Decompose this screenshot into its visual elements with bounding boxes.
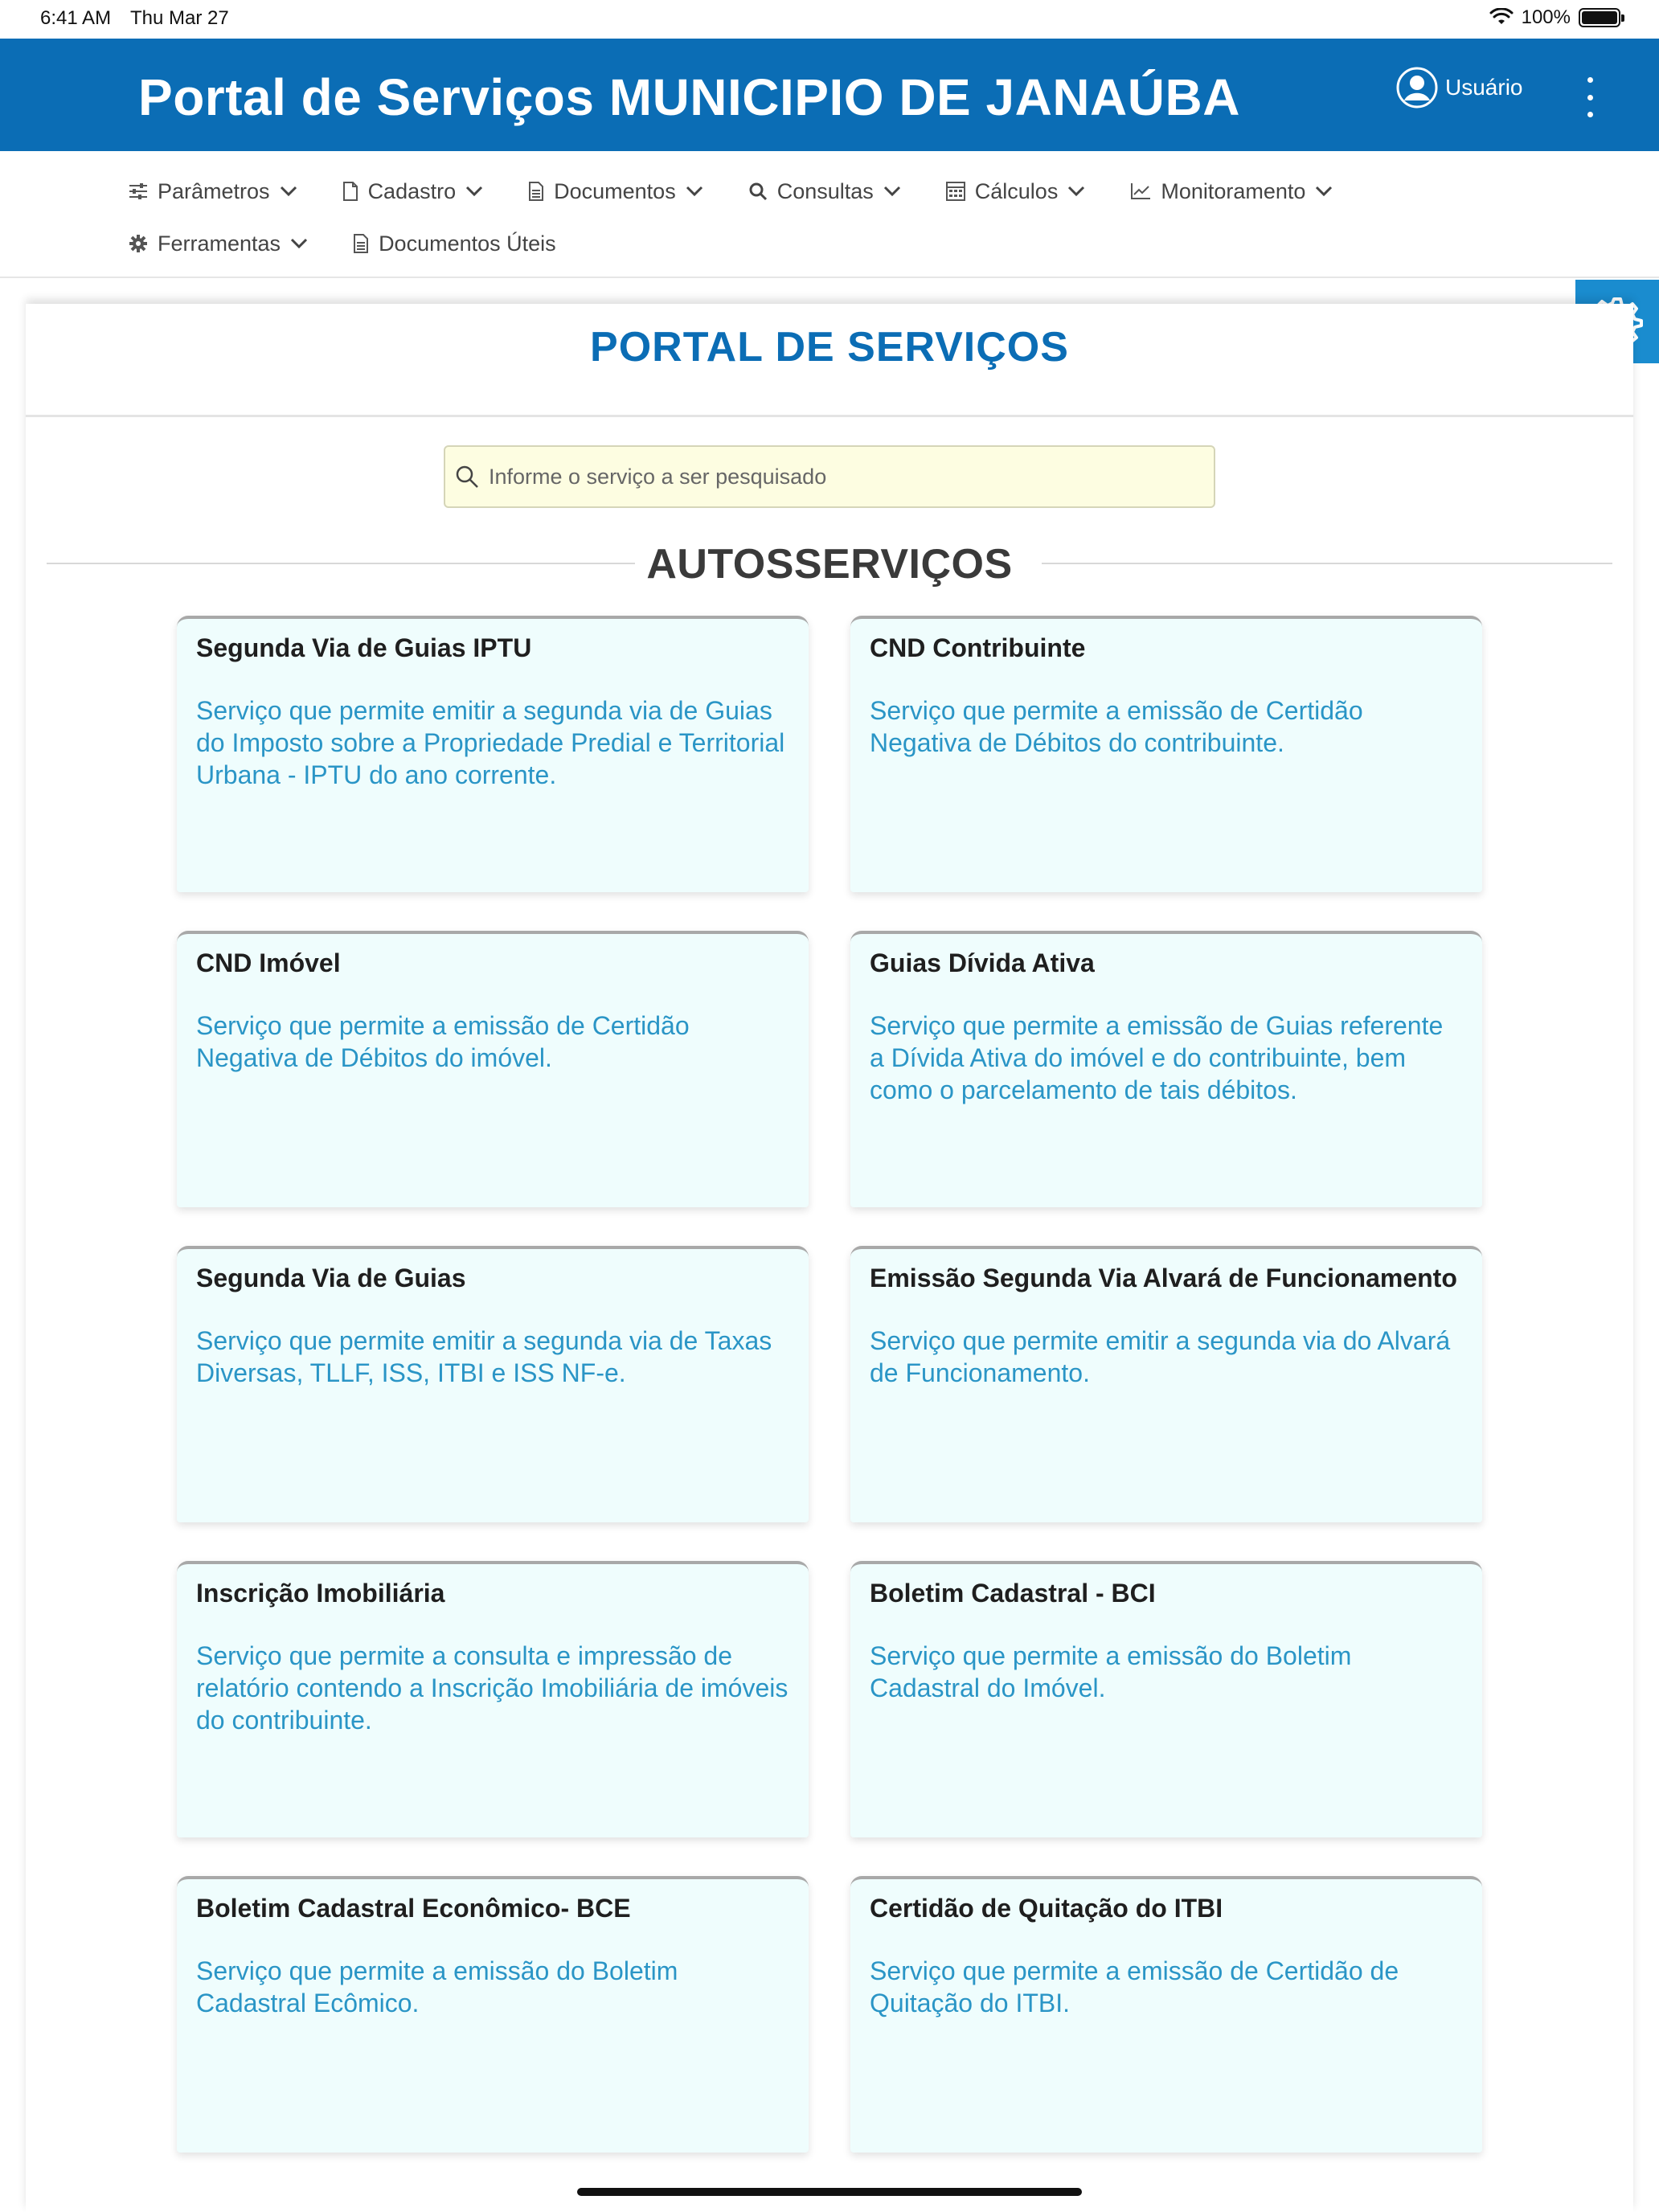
user-label: Usuário — [1445, 75, 1523, 100]
nav-item-documentos[interactable] — [528, 175, 703, 207]
user-menu-button[interactable] — [1395, 66, 1522, 109]
status-time: 6:41 AM — [40, 7, 112, 29]
service-card[interactable] — [850, 616, 1482, 892]
sliders-icon — [129, 182, 148, 200]
user-avatar-icon — [1395, 66, 1439, 109]
chevron-down-icon — [686, 186, 703, 197]
nav-label: Ferramentas — [158, 231, 281, 256]
nav-row-secondary — [129, 227, 601, 260]
status-bar — [0, 0, 1659, 39]
card-title: Boletim Cadastral - BCI — [870, 1579, 1156, 1608]
chevron-down-icon — [1315, 186, 1333, 197]
cog-icon — [129, 234, 148, 253]
card-description: Serviço que permite a emissão do Boletim Cadastral do Imóvel. — [870, 1641, 1352, 1702]
nav-item-ferramentas[interactable] — [129, 227, 308, 260]
service-card[interactable] — [850, 931, 1482, 1207]
chevron-down-icon — [290, 238, 308, 249]
service-card[interactable] — [177, 1876, 809, 2153]
main-nav — [0, 151, 1659, 278]
nav-label: Parâmetros — [158, 178, 270, 203]
card-title: CND Contribuinte — [870, 633, 1086, 662]
chevron-down-icon — [883, 186, 901, 197]
line-chart-icon — [1130, 182, 1151, 200]
status-indicators — [1489, 6, 1620, 29]
more-options-icon[interactable] — [1575, 77, 1604, 117]
nav-item-monitoramento[interactable] — [1130, 175, 1333, 207]
card-description: Serviço que permite a emissão do Boletim Cadastral Ecômico. — [196, 1956, 678, 2017]
nav-label: Cálculos — [974, 178, 1059, 203]
service-card[interactable] — [177, 1561, 809, 1837]
wifi-icon — [1489, 8, 1514, 27]
card-description: Serviço que permite a emissão de Certidão Negativa de Débitos do contribuinte. — [870, 696, 1363, 757]
card-description: Serviço que permite emitir a segunda via do Alvará de Funcionamento. — [870, 1326, 1451, 1387]
card-description: Serviço que permite a emissão de Certidão Negativa de Débitos do imóvel. — [196, 1011, 690, 1072]
file-icon — [342, 182, 358, 201]
service-card[interactable] — [850, 1246, 1482, 1522]
search-icon — [748, 182, 768, 201]
nav-label: Cadastro — [367, 178, 457, 203]
card-title: Boletim Cadastral Econômico- BCE — [196, 1894, 631, 1923]
battery-icon — [1579, 8, 1620, 27]
service-card[interactable] — [850, 1561, 1482, 1837]
service-card[interactable] — [850, 1876, 1482, 2153]
section-header — [47, 540, 1612, 588]
service-cards-grid — [177, 616, 1508, 2153]
nav-item-consultas[interactable] — [748, 175, 901, 207]
card-description: Serviço que permite a emissão de Guias referente a Dívida Ativa do imóvel e do contribuinte, bem como o parcelamento de tais débitos. — [870, 1011, 1444, 1104]
card-title: Inscrição Imobiliária — [196, 1579, 445, 1608]
search-input[interactable] — [489, 465, 1180, 490]
divider — [26, 415, 1633, 417]
card-title: Segunda Via de Guias — [196, 1264, 466, 1292]
nav-row-primary — [129, 175, 1378, 207]
services-panel — [26, 304, 1633, 2212]
nav-item-cadastro[interactable] — [342, 175, 484, 207]
section-title: AUTOSSERVIÇOS — [646, 541, 1013, 588]
document-icon — [528, 182, 544, 201]
service-card[interactable] — [177, 1246, 809, 1522]
nav-label: Documentos Úteis — [379, 231, 556, 256]
document-icon — [353, 234, 369, 253]
nav-label: Documentos — [554, 178, 676, 203]
home-indicator[interactable] — [577, 2188, 1082, 2196]
calculator-icon — [946, 182, 965, 201]
nav-item-parametros[interactable] — [129, 175, 297, 207]
service-card[interactable] — [177, 616, 809, 892]
card-description: Serviço que permite emitir a segunda via de Guias do Imposto sobre a Propriedade Predial e Territorial Urbana - IPTU do ano corrente. — [196, 696, 785, 789]
nav-label: Consultas — [776, 178, 874, 203]
chevron-down-icon — [465, 186, 483, 197]
status-date: Thu Mar 27 — [130, 7, 229, 29]
chevron-down-icon — [280, 186, 297, 197]
service-card[interactable] — [177, 931, 809, 1207]
page-title: Portal de Serviços MUNICIPIO DE JANAÚBA — [138, 68, 1240, 126]
chevron-down-icon — [1067, 186, 1085, 197]
card-title: CND Imóvel — [196, 948, 341, 977]
panel-title: PORTAL DE SERVIÇOS — [590, 324, 1069, 371]
nav-label: Monitoramento — [1161, 178, 1306, 203]
card-title: Guias Dívida Ativa — [870, 948, 1095, 977]
app-header — [0, 39, 1659, 151]
card-title: Certidão de Quitação do ITBI — [870, 1894, 1223, 1923]
search-icon — [455, 465, 479, 489]
card-description: Serviço que permite emitir a segunda via de Taxas Diversas, TLLF, ISS, ITBI e ISS NF-e. — [196, 1326, 772, 1387]
card-title: Segunda Via de Guias IPTU — [196, 633, 532, 662]
nav-item-calculos[interactable] — [946, 175, 1086, 207]
battery-percent: 100% — [1521, 6, 1571, 28]
nav-item-documentos-uteis[interactable] — [353, 227, 556, 260]
service-search[interactable] — [444, 445, 1215, 508]
card-description: Serviço que permite a consulta e impressão de relatório contendo a Inscrição Imobiliária de imóveis do contribuinte. — [196, 1641, 789, 1735]
card-title: Emissão Segunda Via Alvará de Funcionamento — [870, 1264, 1457, 1292]
card-description: Serviço que permite a emissão de Certidão de Quitação do ITBI. — [870, 1956, 1399, 2017]
